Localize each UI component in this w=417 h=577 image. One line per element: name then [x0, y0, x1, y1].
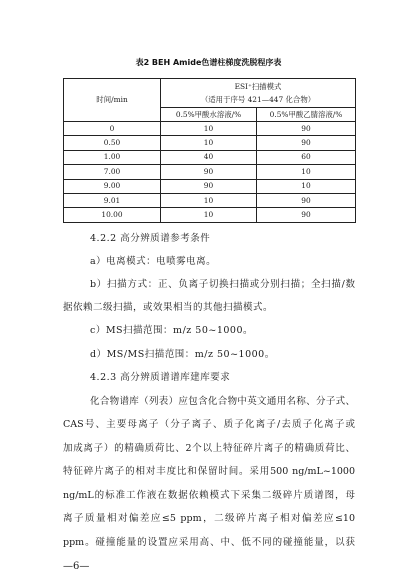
cell-time: 1.00 — [64, 150, 161, 164]
item-scan-mode-line-2: 据依赖二级扫描，或效果相当的其他扫描模式。 — [63, 302, 274, 313]
cell-time: 9.01 — [64, 193, 161, 207]
paragraph-line: 化合物谱库（列表）应包含化合物中英文通用名称、分子式、 — [90, 396, 355, 407]
cell-time: 0.50 — [64, 136, 161, 150]
cell-formic-acetonitrile: 90 — [257, 136, 356, 150]
cell-formic-acetonitrile: 90 — [257, 122, 356, 136]
page-number: —6— — [63, 561, 90, 572]
cell-formic-water: 10 — [161, 136, 257, 150]
header-time: 时间/min — [64, 79, 161, 122]
table-row — [64, 193, 356, 207]
item-scan-mode-line-1: b）扫描方式：正、负离子切换扫描或分别扫描；全扫描/数 — [90, 279, 355, 290]
paragraph-line: 离子质量相对偏差应≤5 ppm，二级碎片离子相对偏差应≤10 — [63, 513, 355, 524]
paragraph-line: ppm。碰撞能量的设置应采用高、中、低不同的碰撞能量，以获 — [63, 537, 355, 548]
cell-time: 7.00 — [64, 165, 161, 179]
table-row — [64, 179, 356, 193]
section-heading-4-2-2: 4.2.2 高分辨质谱参考条件 — [90, 233, 211, 244]
cell-formic-water: 10 — [161, 122, 257, 136]
cell-formic-water: 90 — [161, 179, 257, 193]
cell-time: 10.00 — [64, 208, 161, 222]
header-esi-mode-note: （适用于序号 421—447 化合物） — [200, 95, 316, 104]
header-esi-mode-title: ESI⁺扫描模式 — [234, 82, 282, 91]
table-row — [64, 122, 356, 136]
cell-formic-acetonitrile: 10 — [257, 165, 356, 179]
cell-formic-water: 10 — [161, 193, 257, 207]
cell-formic-water: 40 — [161, 150, 257, 164]
header-formic-acetonitrile: 0.5%甲酸乙腈溶液/% — [257, 108, 356, 122]
item-msms-scan-range: d）MS/MS扫描范围：m/z 50~1000。 — [90, 349, 275, 360]
table-row — [64, 150, 356, 164]
cell-formic-acetonitrile: 90 — [257, 193, 356, 207]
gradient-elution-table — [63, 78, 356, 223]
item-ms-scan-range: c）MS扫描范围：m/z 50~1000。 — [90, 325, 254, 336]
section-heading-4-2-3: 4.2.3 高分辨质谱谱库建库要求 — [90, 372, 231, 383]
cell-formic-acetonitrile: 90 — [257, 208, 356, 222]
cell-formic-water: 90 — [161, 165, 257, 179]
cell-formic-acetonitrile: 10 — [257, 179, 356, 193]
paragraph-line: ng/mL的标准工作液在数据依赖模式下采集二级碎片质谱图，母 — [63, 490, 355, 501]
cell-time: 0 — [64, 122, 161, 136]
item-ionization-mode: a）电离模式：电喷雾电离。 — [90, 256, 217, 267]
table-row — [64, 136, 356, 150]
paragraph-line: 加成离子）的精确质荷比、2个以上特征碎片离子的精确质荷比、 — [63, 443, 355, 454]
paragraph-line: CAS号、主要母离子（分子离子、质子化离子/去质子化离子或 — [63, 419, 355, 430]
table-row — [64, 208, 356, 222]
header-esi-mode — [161, 79, 356, 108]
cell-time: 9.00 — [64, 179, 161, 193]
table-row — [64, 165, 356, 179]
header-formic-water: 0.5%甲酸水溶液/% — [161, 108, 257, 122]
cell-formic-water: 10 — [161, 208, 257, 222]
table-caption: 表2 BEH Amide色谱柱梯度洗脱程序表 — [135, 58, 282, 67]
paragraph-line: 特征碎片离子的相对丰度比和保留时间。采用500 ng/mL~1000 — [63, 466, 355, 477]
cell-formic-acetonitrile: 60 — [257, 150, 356, 164]
table-header-row — [64, 79, 356, 108]
